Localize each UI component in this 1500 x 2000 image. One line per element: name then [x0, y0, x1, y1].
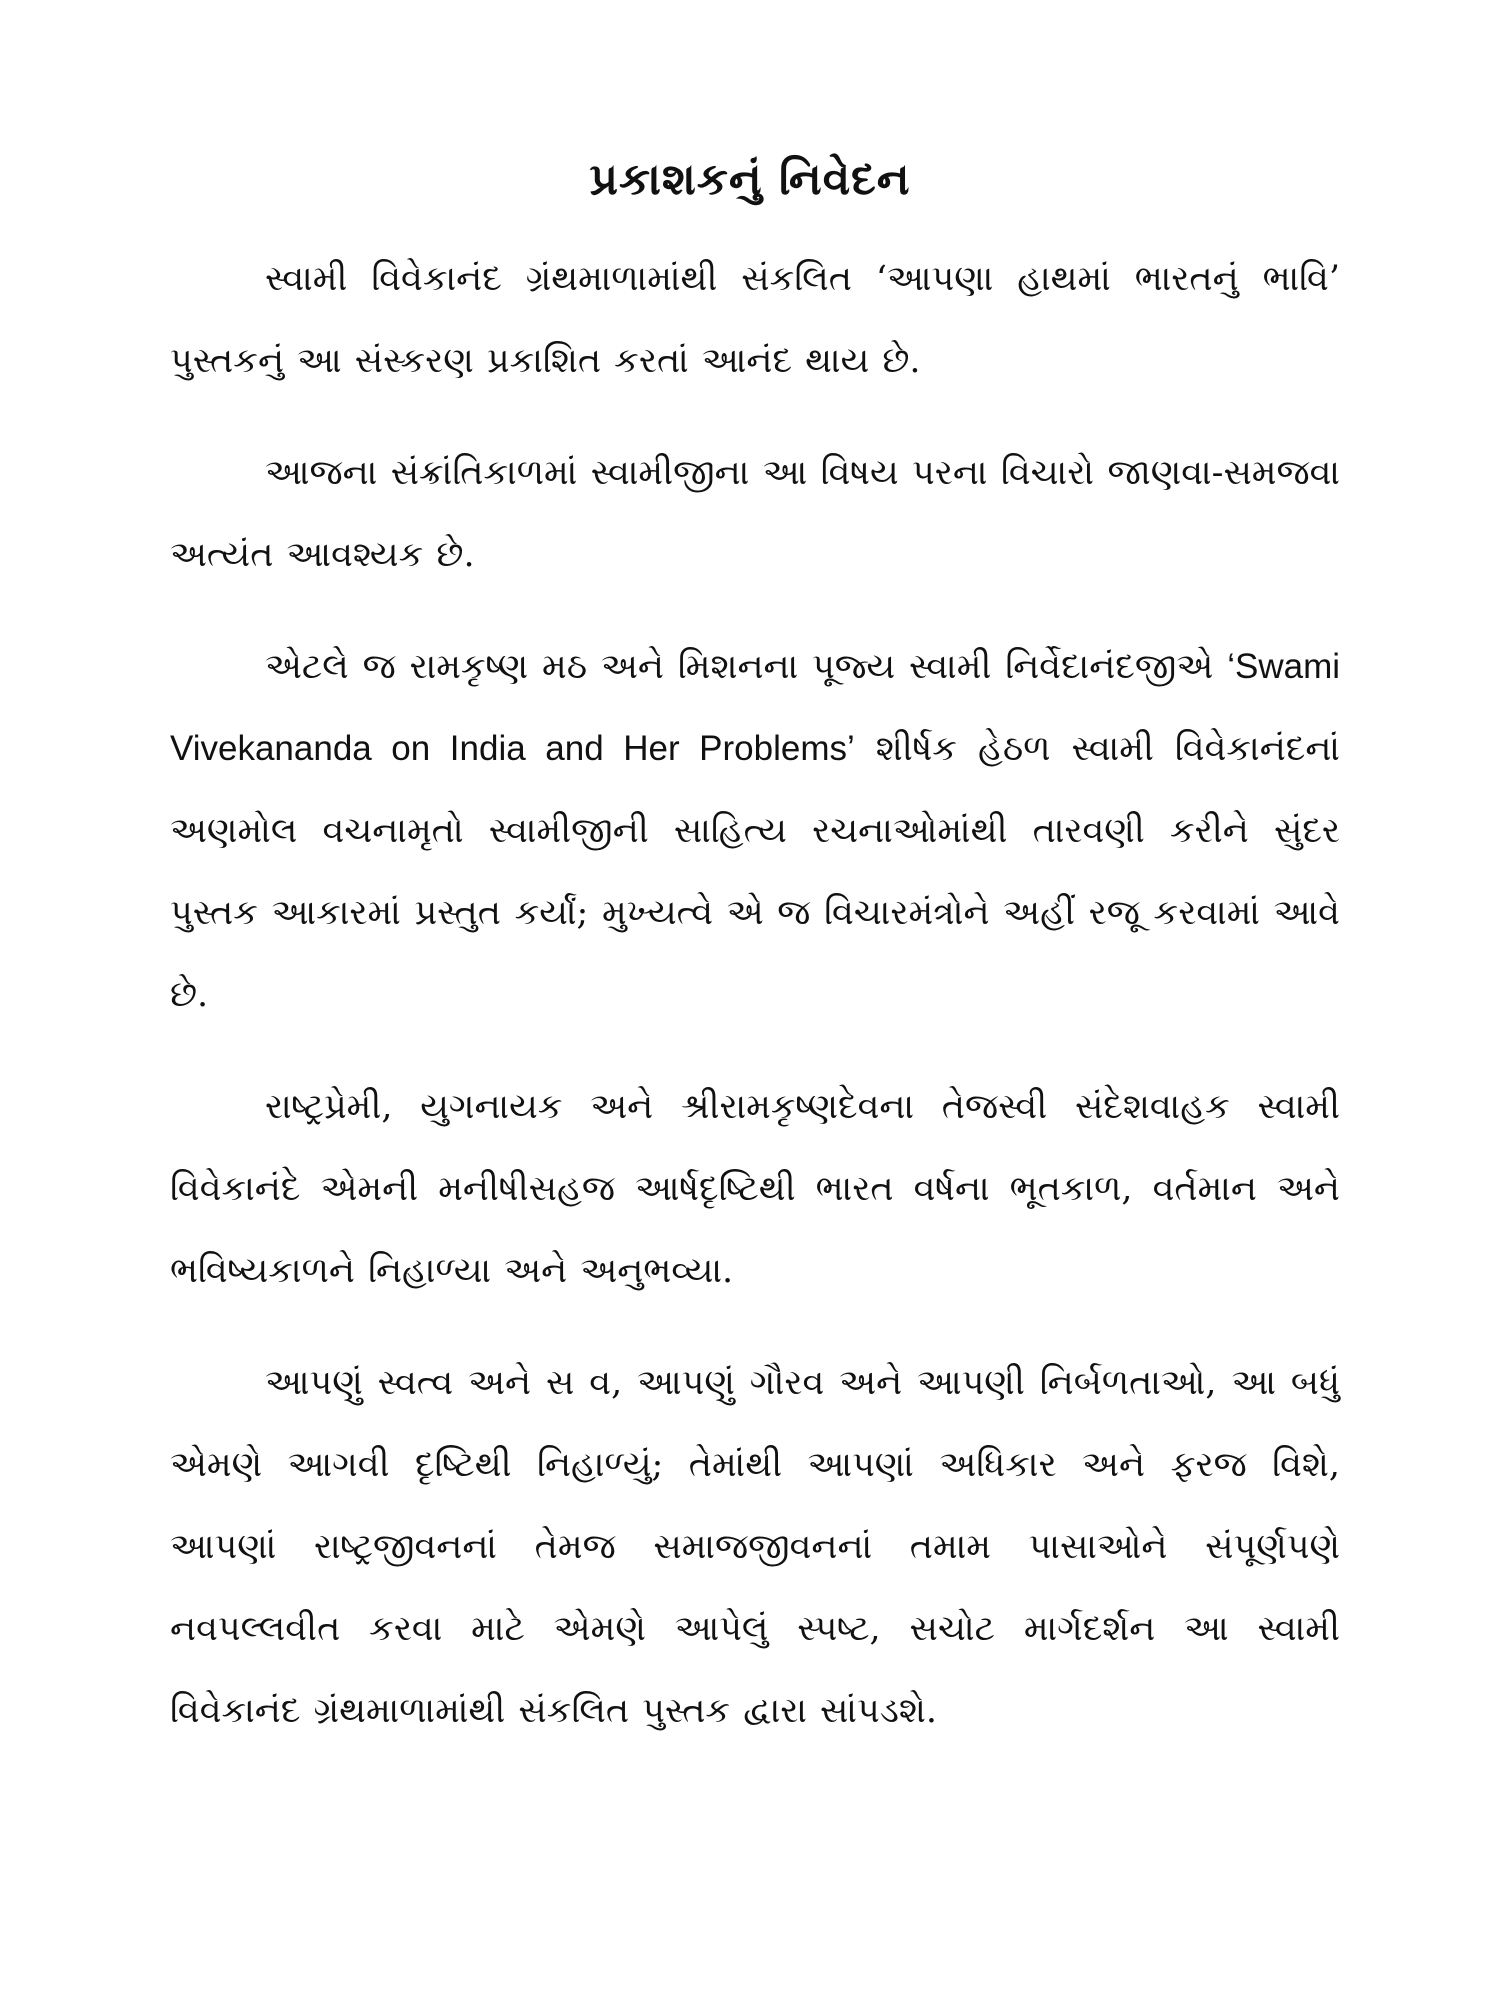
paragraph-5: આપણું સ્વત્વ અને સ વ, આપણું ગૌરવ અને આપણી નિર્બળતાઓ, આ બધું એમણે આગવી દૃષ્ટિથી નિહાળ્યું; તેમાંથી આપણાં અધિકાર અને ફરજ વિશે, આપણાં રાષ્ટ્રજીવનનાં તેમજ સમાજજીવનનાં તમામ પાસાઓને સંપૂર્ણપણે નવપલ્લવીત કરવા માટે એમણે આપેલું સ્પષ્ટ, સચોટ માર્ગદર્શન આ સ્વામી વિવેકાનંદ ગ્રંથમાળામાંથી સંકલિત પુસ્તક દ્વારા સાંપડશે. [170, 1363, 1340, 1731]
paragraph-3-lead: એટલે જ રામકૃષ્ણ મઠ અને મિશનના પૂજ્ય સ્વામી નિર્વેદાનંદજીએ [265, 647, 1228, 687]
paragraph-3-rest: શીર્ષક હેઠળ સ્વામી વિવેકાનંદનાં અણમોલ વચનામૃતો સ્વામીજીની સાહિત્ય રચનાઓમાંથી તારવણી કરીને સુંદર પુસ્તક આકારમાં પ્રસ્તુત કર્યાં; મુખ્યત્વે એ જ વિચારમંત્રોને અહીં રજૂ કરવામાં આવે છે. [170, 729, 1340, 1015]
english-book-title: ‘Swami Vivekananda on India and Her Problems’ [170, 647, 1340, 768]
page-title: પ્રકાશકનું નિવેદન [589, 154, 911, 205]
paragraph-2: આજના સંક્રાંતિકાળમાં સ્વામીજીના આ વિષય પરના વિચારો જાણવા-સમજવા અત્યંત આવશ્યક છે. [170, 453, 1340, 575]
body-text [170, 238, 1340, 1782]
paragraph-1: સ્વામી વિવેકાનંદ ગ્રંથમાળામાંથી સંકલિત ‘આપણા હાથમાં ભારતનું ભાવિ’ પુસ્તકનું આ સંસ્કરણ પ્રકાશિત કરતાં આનંદ થાય છે. [170, 259, 1340, 381]
paragraph-4: રાષ્ટ્રપ્રેમી, યુગનાયક અને શ્રીરામકૃષ્ણદેવના તેજસ્વી સંદેશવાહક સ્વામી વિવેકાનંદે એમની મનીષીસહજ આર્ષદૃષ્ટિથી ભારત વર્ષના ભૂતકાળ, વર્તમાન અને ભવિષ્યકાળને નિહાળ્યા અને અનુભવ્યા. [170, 1087, 1340, 1291]
paragraph-3 [170, 626, 1340, 1036]
